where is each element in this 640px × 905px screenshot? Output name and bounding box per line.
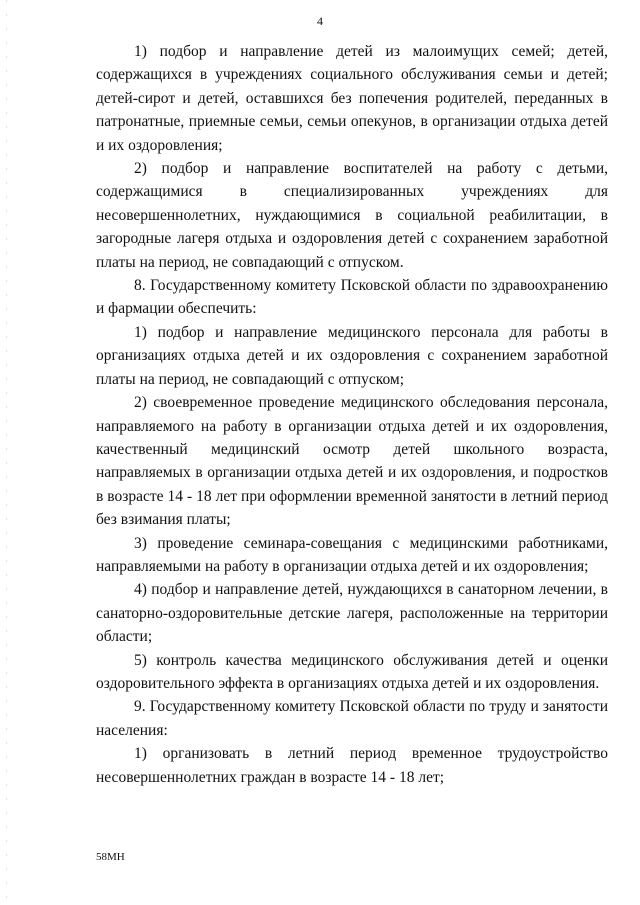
paragraph-9: 9. Государственному комитету Псковской области по труду и занятости населения: <box>96 698 608 739</box>
paragraph-3: 8. Государственному комитету Псковской области по здравоохранению и фармации обеспечить: <box>96 277 608 318</box>
paragraph-6: 3) проведение семинара-совещания с медицинскими работниками, направляемыми на работу в организации отдыха детей и их оздоровления; <box>96 534 608 575</box>
page-number: 4 <box>317 14 323 28</box>
scan-margin-marks <box>6 0 7 905</box>
paragraph-7: 4) подбор и направление детей, нуждающихся в санаторном лечении, в санаторно-оздоровительные детские лагеря, расположенные на территории области; <box>96 581 608 646</box>
paragraph-4: 1) подбор и направление медицинского персонала для работы в организациях отдыха детей и их оздоровления с сохранением заработной платы на период, не совпадающий с отпуском; <box>96 323 608 388</box>
paragraph-2: 2) подбор и направление воспитателей на работу с детьми, содержащимися в специализированных учреждениях для несовершеннолетних, нуждающимися в социальной реабилитации, в загородные лагеря отдыха и оздоровления детей с сохранением заработной платы на период, не совпадающий с отпуском. <box>96 160 608 271</box>
document-body <box>96 40 608 789</box>
paragraph-8: 5) контроль качества медицинского обслуживания детей и оценки оздоровительного эффекта в организациях отдыха детей и их оздоровления. <box>96 651 608 692</box>
paragraph-10: 1) организовать в летний период временное трудоустройство несовершеннолетних граждан в возрасте 14 - 18 лет; <box>96 745 608 786</box>
paragraph-1: 1) подбор и направление детей из малоимущих семей; детей, содержащихся в учреждениях социального обслуживания семьи и детей; детей-сирот и детей, оставшихся без попечения родителей, переданных в патронатные, приемные семьи, семьи опекунов, в организации отдыха детей и их оздоровления; <box>96 43 608 154</box>
footer-document-code: 58МН <box>96 851 125 863</box>
paragraph-5: 2) своевременное проведение медицинского обследования персонала, направляемого на работу в организации отдыха детей и их оздоровления, качественный медицинский осмотр детей школьного возраста, направляемых в организации отдыха детей и их оздоровления, и подростков в возрасте 14 - 18 лет при оформлении временной занятости в летний период без взимания платы; <box>96 394 608 529</box>
